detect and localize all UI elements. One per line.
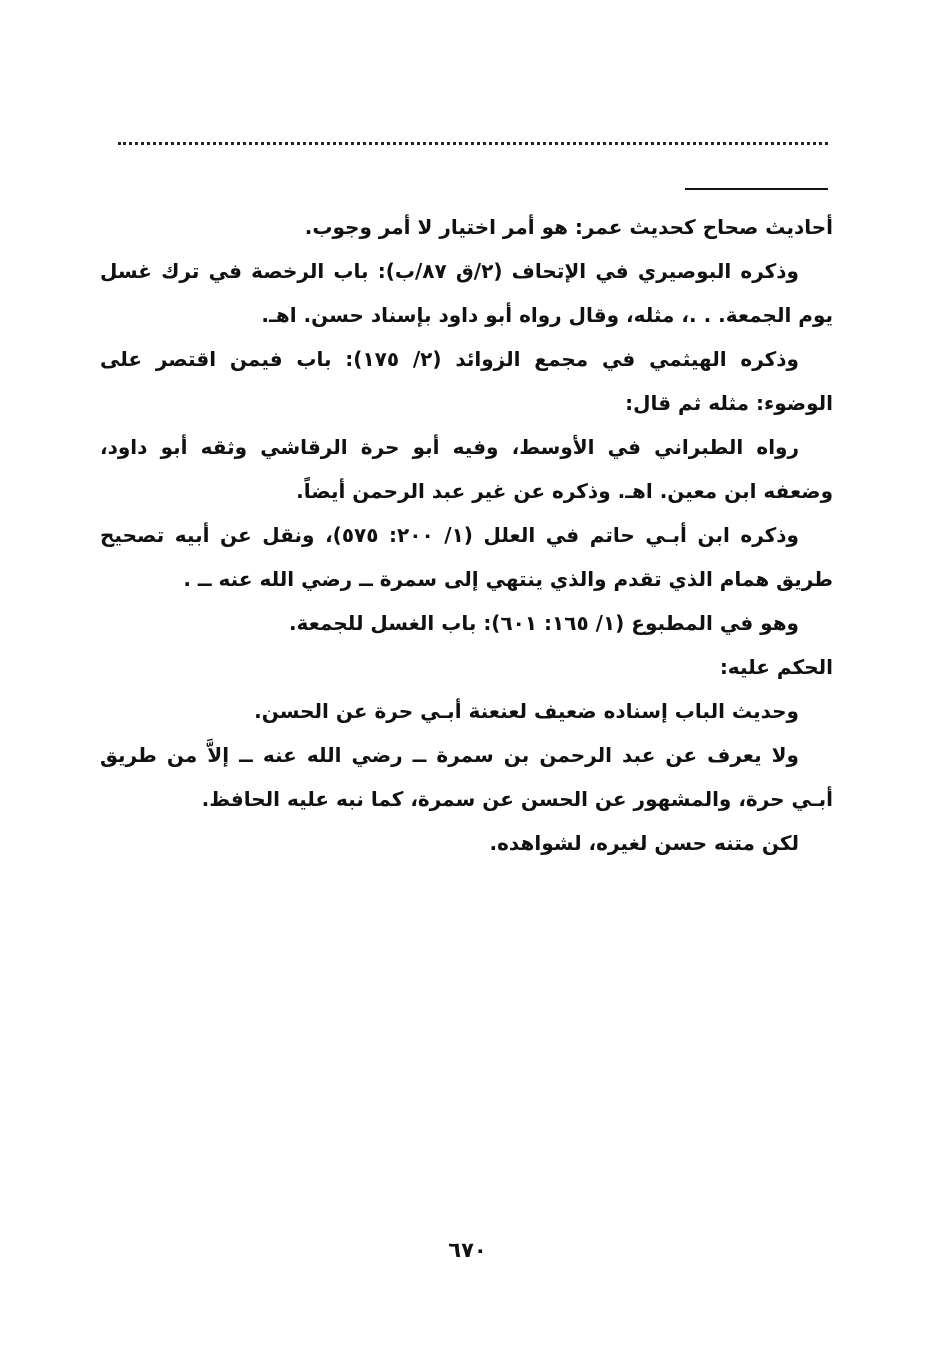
footnote-paragraph: وذكره ابن أبـي حاتم في العلل (١/ ٢٠٠: ٥٧٥)، ونقل عن أبيه تصحيح طريق همام الذي تقدم والذي ينتهي إلى سمرة ــ رضي الله عنه ــ .: [100, 523, 833, 591]
ruling-heading: الحكم عليه:: [719, 655, 833, 679]
ruling-paragraph: لكن متنه حسن لغيره، لشواهده.: [489, 831, 799, 855]
page-number: ٦٧٠: [448, 1238, 487, 1262]
footnote-paragraph: وهو في المطبوع (١/ ١٦٥: ٦٠١): باب الغسل للجمعة.: [288, 611, 799, 635]
ruling-paragraph: وحديث الباب إسناده ضعيف لعنعنة أبـي حرة عن الحسن.: [254, 699, 799, 723]
footnote-separator-line: [685, 188, 828, 190]
footnote-paragraph: رواه الطبراني في الأوسط، وفيه أبو حرة الرقاشي وثقه أبو داود، وضعفه ابن معين. اهـ. وذكره عن غير عبد الرحمن أيضاً.: [100, 435, 833, 503]
ruling-paragraph: ولا يعرف عن عبد الرحمن بن سمرة ــ رضي الله عنه ــ إلاَّ من طريق أبـي حرة، والمشهور عن الحسن عن سمرة، كما نبه عليه الحافظ.: [100, 743, 833, 811]
footnote-paragraph: أحاديث صحاح كحديث عمر: هو أمر اختيار لا أمر وجوب.: [304, 215, 833, 239]
page-body-text: [100, 205, 833, 865]
footnote-paragraph: وذكره البوصيري في الإتحاف (٢/ق ٨٧/ب): باب الرخصة في ترك غسل يوم الجمعة. . .، مثله، وقال رواه أبو داود بإسناد حسن. اهـ.: [100, 259, 833, 327]
dotted-separator: [118, 142, 828, 145]
footnote-paragraph: وذكره الهيثمي في مجمع الزوائد (٢/ ١٧٥): باب فيمن اقتصر على الوضوء: مثله ثم قال:: [100, 347, 833, 415]
